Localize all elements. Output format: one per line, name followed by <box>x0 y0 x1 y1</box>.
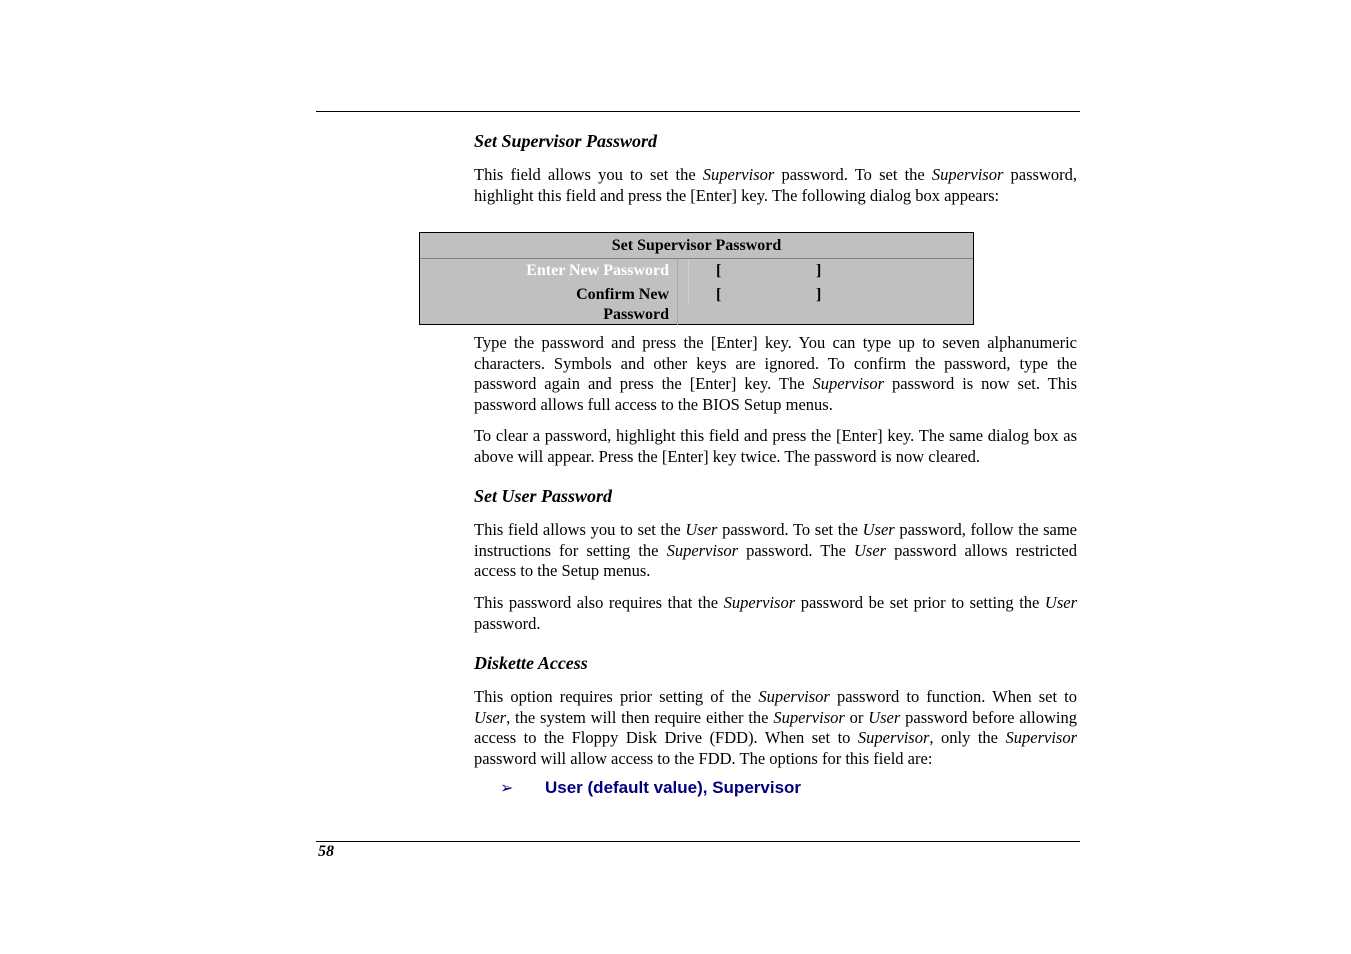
emphasized-term: User <box>854 540 887 560</box>
arrowhead-bullet-icon: ➢ <box>500 778 514 797</box>
supervisor-clear-password-paragraph: To clear a password, highlight this field and press the [Enter] key. The same dialog box as above will appear. Press the [Enter] key twice. The password is now cleared. <box>474 426 1077 466</box>
emphasized-term: Supervisor <box>666 540 739 560</box>
diskette-options-text: User (default value), Supervisor <box>545 778 802 797</box>
emphasized-term: User <box>868 707 901 727</box>
supervisor-type-password-paragraph: Type the password and press the [Enter] key. You can type up to seven alphanumeric characters. Symbols and other keys are ignored. To confirm the password, type the password again and press the [Enter] key. The Supervisor password is now set. This password allows full access to the BIOS Setup menus. <box>474 333 1077 414</box>
emphasized-term: Supervisor <box>758 687 830 706</box>
diskette-access-paragraph: This option requires prior setting of the Supervisor password to function. When set to User, the system will then require either the Supervisor or User password before allowing access to the Floppy Disk Drive (FDD). When set to Supervisor, only the Supervisor password will allow access to the FDD. The options for this field are: <box>474 687 1077 768</box>
dialog-column-divider <box>677 259 678 325</box>
emphasized-term: Supervisor <box>723 593 796 612</box>
emphasized-term: Supervisor <box>931 165 1004 184</box>
confirm-new-password-label-line2: Password <box>603 306 669 323</box>
emphasized-term: User <box>862 520 895 539</box>
dialog-column-divider-light <box>688 259 689 305</box>
emphasized-term: Supervisor <box>812 374 884 393</box>
user-password-paragraph: This field allows you to set the User password. To set the User password, follow the same instructions for setting the Supervisor password. The User password allows restricted access to the Setup menus. <box>474 520 1077 580</box>
supervisor-intro-paragraph: This field allows you to set the Supervisor password. To set the Supervisor password, highlight this field and press the [Enter] key. The following dialog box appears: <box>474 165 1077 205</box>
footer-rule <box>316 841 1080 842</box>
set-supervisor-password-dialog <box>419 232 974 325</box>
emphasized-term: Supervisor <box>1005 728 1077 747</box>
confirm-new-password-label-line1: Confirm New <box>576 286 669 303</box>
emphasized-term: Supervisor <box>773 707 845 727</box>
confirm-password-bracket-close: ] <box>816 286 822 303</box>
emphasized-term: Supervisor <box>702 165 775 184</box>
emphasized-term: Supervisor <box>857 728 930 747</box>
emphasized-term: User <box>474 707 507 727</box>
enter-new-password-label: Enter New Password <box>526 262 669 279</box>
user-password-requirement-paragraph: This password also requires that the Supervisor password be set prior to setting the User password. <box>474 593 1077 633</box>
confirm-password-bracket-open: [ <box>716 286 722 303</box>
header-rule <box>316 111 1080 112</box>
emphasized-term: User <box>685 520 718 539</box>
heading-set-supervisor-password: Set Supervisor Password <box>474 131 658 151</box>
enter-password-bracket-open: [ <box>716 262 722 279</box>
dialog-title: Set Supervisor Password <box>420 233 973 259</box>
enter-password-bracket-close: ] <box>816 262 822 279</box>
page-number: 58 <box>318 843 334 860</box>
emphasized-term: User <box>1044 593 1077 612</box>
heading-diskette-access: Diskette Access <box>474 653 588 673</box>
heading-set-user-password: Set User Password <box>474 486 613 506</box>
